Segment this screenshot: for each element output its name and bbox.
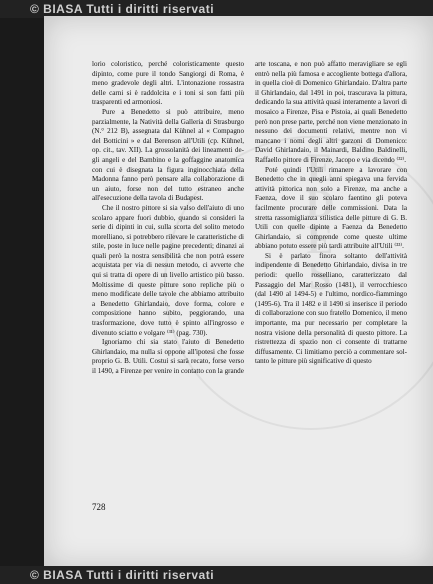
page-number: 728 bbox=[92, 502, 106, 512]
copyright-watermark-bottom: © BIASA Tutti i diritti riservati bbox=[30, 568, 215, 582]
left-text-column bbox=[92, 60, 244, 377]
paragraph: Che il nostro pittore si sia valso dell'aiuto di uno scolaro appare fuori dubbio, quando si consideri la serie di dipinti in cui, sulla scorta del solito metodo morelliano, si potrebbero rilevare le caratteristiche di stile, poste in luce nelle pagine precedenti; dinanzi ai quali però la nostra sensibilità che non potrà essere acquistata per via di nessun metodo, ci avverte che qui si tratta di opere di un livello artistico più basso. Moltissime di queste pitture sono repliche più o meno modificate delle tavole che abbiamo attribuito a Benedetto Ghirlandaio, dove forma, colore e composizione hanno subito, peggiorando, una trasformazione, dove tutto è spinto all'ingrosso e divenuto sciatto e volgare ⁽³¹⁾ (pag. 730). bbox=[92, 203, 244, 337]
paragraph: Poté quindi l'Utili rimanere a lavorare con Benedetto che in quegli anni spiegava una fervida attività pittorica non solo a Firenze, ma anche a Faenza, dove il suo scolaro faentino gli poteva facilmente procurare delle commissioni. Data la stretta rassomiglianza stilistica delle pitture di G. B. Utili con quelle dipinte a Faenza da Benedetto Ghirlandaio, si comprende come queste ultime abbiano potuto essere più tardi attribuite all'Utili ⁽³³⁾. bbox=[255, 165, 407, 251]
right-text-column bbox=[255, 60, 407, 367]
paragraph: Si è parlato finora soltanto dell'attività indipendente di Benedetto Ghirlandaio, divisa in tre periodi: quello rosselliano, caratterizzato dal Passaggio del Mar Rosso (1481), il verrocchiesco (dal 1490 al 1494-5) e l'ultimo, nordico-fiammingo (1495-6). Tra il 1482 e il 1490 si inserisce il periodo di collaborazione con suo fratello Domenico, il meno importante, ma pur necessario per completare la nostra visione della personalità di questo pittore. La ristrettezza di spazio non ci consente di trattarne diffusamente. Ci limitiamo perciò a commentare soltanto le pitture più significative di questo bbox=[255, 251, 407, 366]
paragraph: Ignoriamo chi sia stato l'aiuto di Benedetto Ghirlandaio, ma nulla si oppone all'ipotesi che fosse proprio G. B. Utili. Costui si sarà recato, forse verso il 1490, a Firenze per venire in contatto con la grande bbox=[92, 338, 244, 375]
paragraph: lorio coloristico, perché coloristicamente questo dipinto, come pure il tondo Sangiorgi di Roma, è meno gradevole degli altri. L'intonazione rossastra delle carni si è raddolcita e i toni si son fatti più trasparenti ed armoniosi. bbox=[92, 60, 244, 107]
paragraph: Pure a Benedetto si può attribuire, meno parzialmente, la Natività della Galleria di Strasburgo (N.° 212 B), assegnata dal Kühnel al « Compagno del Botticini » e dal Berenson all'Utili (cp. Kühnel, op. cit., tav. XII). La grossolanità dei lineamenti degli angeli e del Bambino e la goffaggine anatomica con cui è disegnata la figura inginocchiata della Madonna fanno però pensare alla collaborazione di un aiuto, forse non del tutto estraneo anche all'esecuzione della tavola di Budapest. bbox=[92, 107, 244, 203]
copyright-watermark-top: © BIASA Tutti i diritti riservati bbox=[30, 2, 215, 16]
seal-lettering: E D E S bbox=[305, 145, 335, 298]
paragraph: arte toscana, e non può affatto meravigliare se egli entrò nella più famosa e accogliente bottega d'allora, in quella cioè di Domenico Ghirlandaio. D'altra parte il Ghirlandaio, dal 1491 in poi, trascurava la pittura, dedicando la sua attività quasi interamente a lavori di mosaico a Firenze, Pisa e Pistoia, ai quali Benedetto però non prese parte, perché non viene menzionato in nessuno dei documenti relativi, mentre non vi mancano i nomi degli altri garzoni di Domenico: David Ghirlandaio, il Mainardi, Baldino Baldinelli, Raffaello pittore di Firenze, Jacopo e via dicendo ⁽³²⁾. bbox=[255, 60, 407, 164]
